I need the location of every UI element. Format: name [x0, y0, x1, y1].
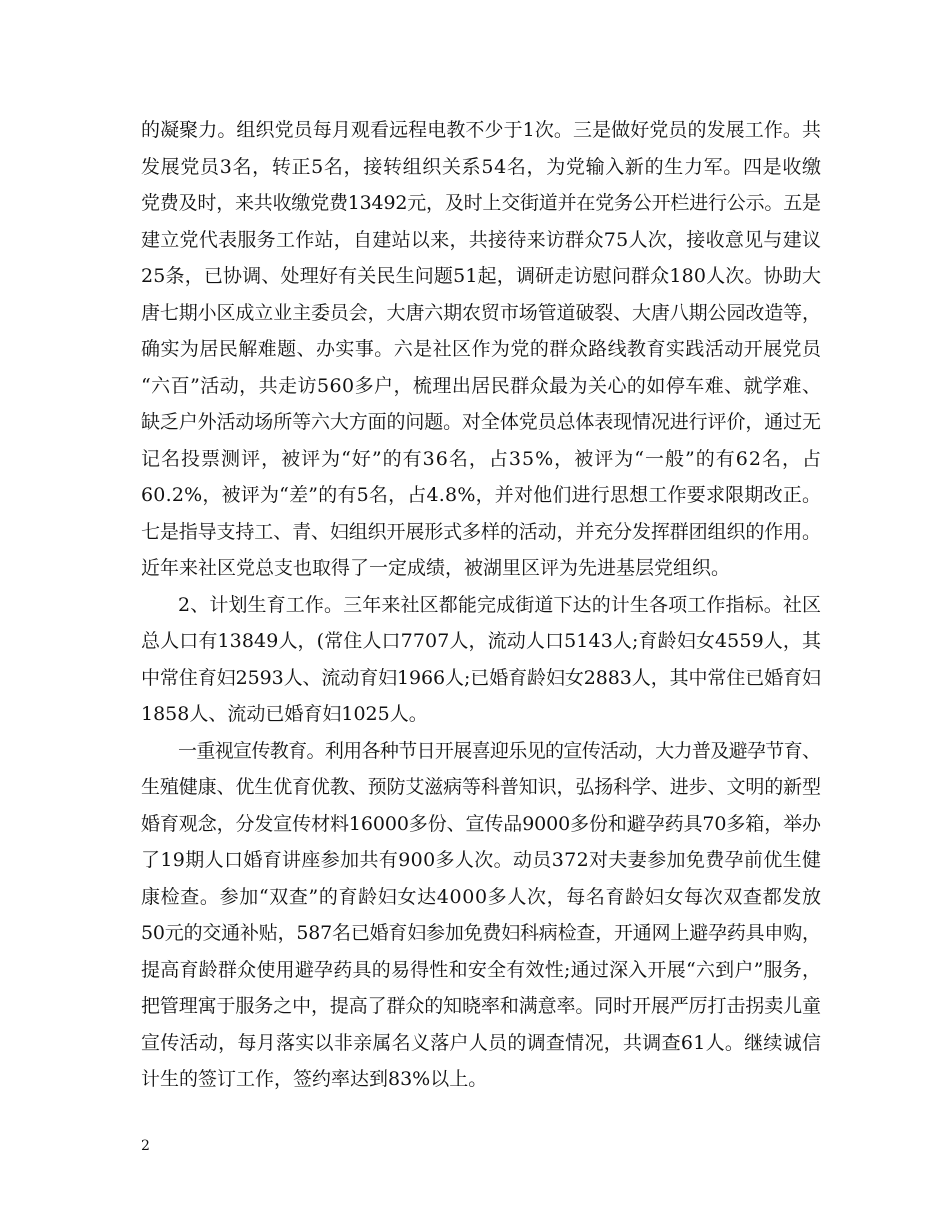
text-line: 生殖健康、优生优育优教、预防艾滋病等科普知识，弘扬科学、进步、文明的新型 [141, 776, 821, 798]
text-line: 唐七期小区成立业主委员会，大唐六期农贸市场管道破裂、大唐八期公园改造等， [141, 301, 821, 324]
text-line: “六百”活动，共走访560多户，梳理出居民群众最为关心的如停车难、就学难、 [141, 374, 822, 397]
text-line: 中常住育妇2593人、流动育妇1966人;已婚育龄妇女2883人，其中常住已婚育妇 [141, 666, 821, 689]
text-line: 25条，已协调、处理好有关民生问题51起，调研走访慰问群众180人次。协助大 [141, 265, 822, 287]
text-line: 党费及时，来共收缴党费13492元，及时上交街道并在党务公开栏进行公示。五是 [141, 192, 821, 214]
text-line: 缺乏户外活动场所等六大方面的问题。对全体党员总体表现情况进行评价，通过无 [141, 411, 821, 433]
text-line: 记名投票测评，被评为“好”的有36名，占35%，被评为“一般”的有62名，占 [141, 447, 823, 470]
text-line: 提高育龄群众使用避孕药具的易得性和安全有效性;通过深入开展“六到户”服务， [141, 958, 822, 981]
text-line: 了19期人口婚育讲座参加共有900多人次。动员372对夫妻参加免费孕前优生健 [141, 849, 822, 871]
text-line: 计生的签订工作，签约率达到83%以上。 [141, 1068, 488, 1090]
text-line: 建立党代表服务工作站，自建站以来，共接待来访群众75人次，接收意见与建议 [141, 228, 822, 251]
text-line: 婚育观念，分发宣传材料16000多份、宣传品9000多份和避孕药具70多箱，举办 [141, 812, 821, 835]
text-line: 50元的交通补贴，587名已婚育妇参加免费妇科病检查，开通网上避孕药具申购， [141, 922, 821, 944]
text-line: 康检查。参加“双查”的育龄妇女达4000多人次，每名育龄妇女每次双查都发放 [141, 885, 822, 908]
text-line: 近年来社区党总支也取得了一定成绩，被湖里区评为先进基层党组织。 [141, 557, 731, 579]
text-line: 一重视宣传教育。利用各种节日开展喜迎乐见的宣传活动，大力普及避孕节育、 [178, 739, 821, 762]
text-line: 60.2%，被评为“差”的有5名，占4.8%，并对他们进行思想工作要求限期改正。 [141, 484, 822, 506]
text-line: 2、计划生育工作。三年来社区都能完成街道下达的计生各项工作指标。社区 [178, 593, 822, 616]
document-body [141, 112, 821, 1098]
text-line: 总人口有13849人，(常住人口7707人，流动人口5143人;育龄妇女4559人，其 [141, 630, 822, 652]
text-line: 的凝聚力。组织党员每月观看远程电教不少于1次。三是做好党员的发展工作。共 [141, 119, 822, 141]
text-line: 确实为居民解难题、办实事。六是社区作为党的群众路线教育实践活动开展党员 [141, 338, 822, 360]
text-line: 1858人、流动已婚育妇1025人。 [141, 703, 428, 725]
text-line: 七是指导支持工、青、妇组织开展形式多样的活动，并充分发挥群团组织的作用。 [141, 520, 821, 543]
page-number: 2 [141, 1138, 150, 1154]
text-line: 宣传活动，每月落实以非亲属名义落户人员的调查情况，共调查61人。继续诚信 [141, 1031, 822, 1054]
text-line: 把管理寓于服务之中，提高了群众的知晓率和满意率。同时开展严厉打击拐卖儿童 [141, 995, 821, 1017]
text-line: 发展党员3名，转正5名，接转组织关系54名，为党输入新的生力军。四是收缴 [141, 155, 822, 178]
